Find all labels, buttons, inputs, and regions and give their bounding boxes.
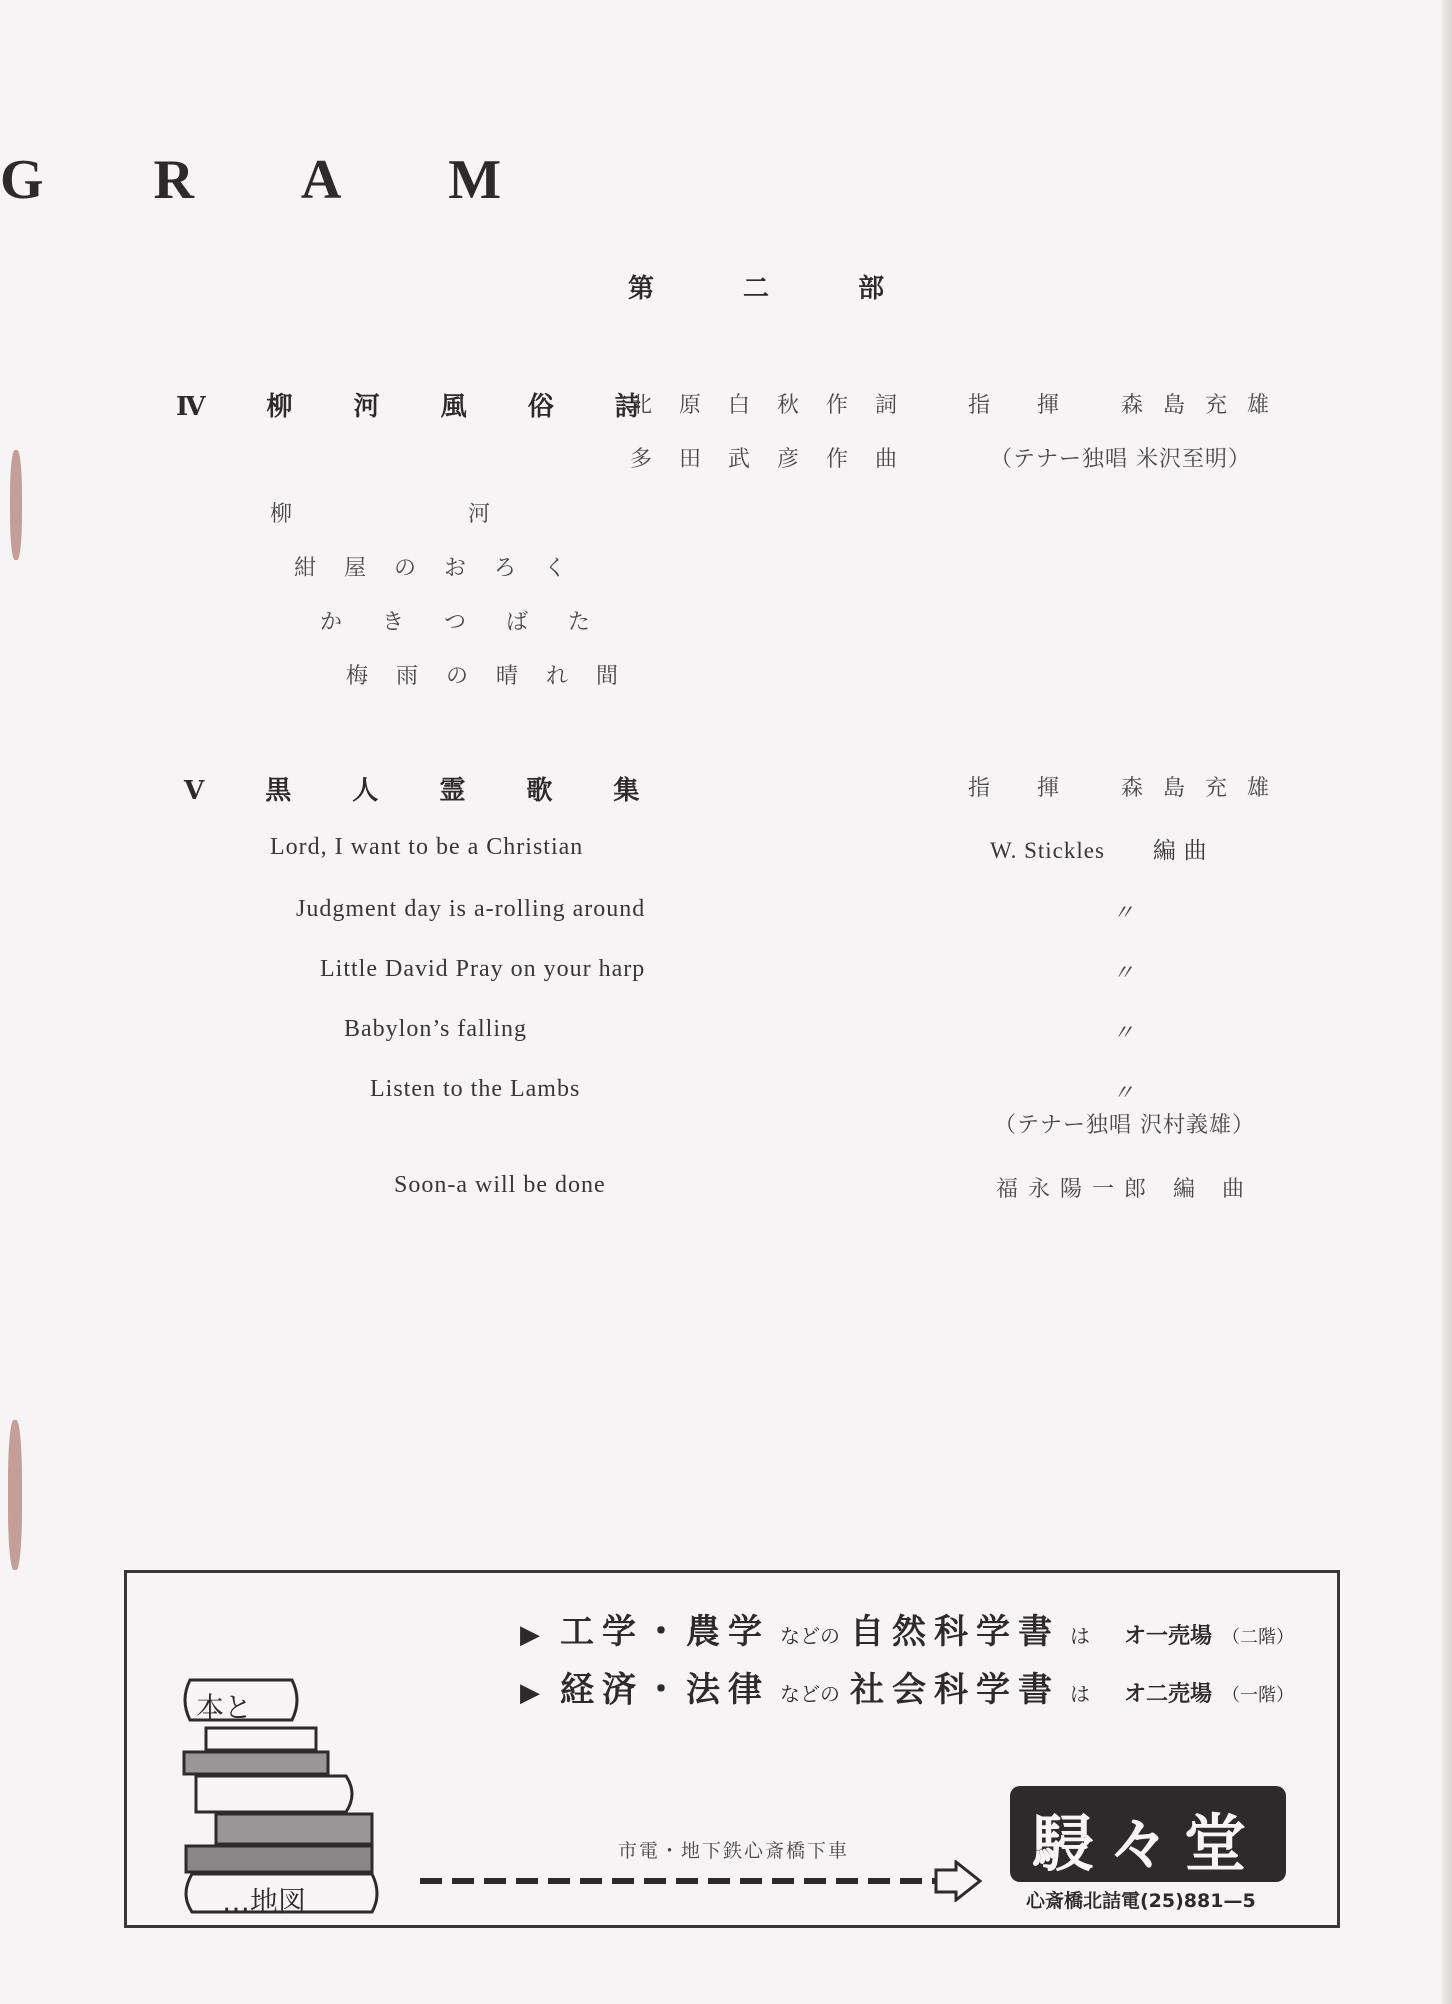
ad-particle: は [1070,1624,1090,1648]
ad-subjects: 工学・農学 [560,1612,770,1652]
ad-subjects: 経済・法律 [560,1670,770,1710]
section4-soloist: （テナー独唱 米沢至明） [990,447,1251,472]
ad-row-natural-science [520,1604,1294,1653]
ad-floor-note: （一階） [1222,1685,1295,1706]
ad-connector: などの [780,1624,840,1648]
section4-song: 柳 河 [270,502,535,527]
ad-category: 社会科学書 [850,1670,1060,1710]
page-stain [10,450,22,560]
section5-song-title: Lord, I want to be a Christian [270,834,584,860]
section5-song-credit: 〃 [1112,1020,1135,1045]
shop-logo [1010,1786,1286,1882]
section5-song-title: Babylon’s falling [344,1016,527,1042]
section4-lyricist: 北原白秋作詞 [630,393,925,418]
page-stain [8,1420,22,1570]
page-edge [1442,0,1452,2004]
section5-title: Ⅴ 黒 人 霊 歌 集 [184,776,666,806]
part-title: 第 二 部 [628,274,925,304]
triangle-bullet-icon: ▶ [520,1678,540,1708]
shop-address: 心斎橋北詰電(25)881—5 [1026,1890,1256,1912]
ad-directions: 市電・地下鉄心斎橋下車 [618,1840,850,1862]
ad-floor: オ一売場 [1124,1624,1213,1649]
section5-song-title: Listen to the Lambs [370,1076,581,1102]
ad-category: 自然科学書 [850,1612,1060,1652]
ad-floor-note: （二階） [1222,1627,1295,1648]
section5-song-credit: 〃 [1112,1080,1135,1105]
section5-song-credit: W. Stickles 編 曲 [990,838,1208,863]
section5-song-credit: 福永陽一郎 編 曲 [996,1177,1254,1202]
section4-composer: 多田武彦作曲 [630,447,925,472]
section5-song-title: Judgment day is a-rolling around [296,896,646,922]
section5-song-title: Little David Pray on your harp [320,956,646,982]
section4-title: Ⅳ 柳 河 風 俗 詩 [176,392,667,422]
section5-song-credit: 〃 [1112,900,1135,925]
ad-particle: は [1070,1682,1090,1706]
section4-song: 紺屋のおろく [294,556,595,581]
dashed-arrow-icon [420,1860,986,1902]
triangle-bullet-icon: ▶ [520,1620,540,1650]
program-header: G R A M [0,149,550,211]
ad-row-social-science [520,1662,1294,1711]
shop-name: 駸々堂 [1032,1807,1261,1880]
section5-song-title: Soon-a will be done [394,1172,606,1198]
ad-floor: オ二売場 [1124,1682,1213,1707]
section4-conductor: 指 揮 森島充雄 [968,393,1289,418]
section4-song: かきつばた [320,610,631,635]
book-label-bottom: …地図 [222,1885,307,1918]
section5-soloist: （テナー独唱 沢村義雄） [994,1113,1255,1138]
book-label-top: 本と [196,1691,253,1724]
section5-song-credit: 〃 [1112,960,1135,985]
ad-connector: などの [780,1682,840,1706]
section5-conductor: 指 揮 森島充雄 [968,776,1289,801]
section4-song: 梅雨の晴れ間 [346,664,647,689]
